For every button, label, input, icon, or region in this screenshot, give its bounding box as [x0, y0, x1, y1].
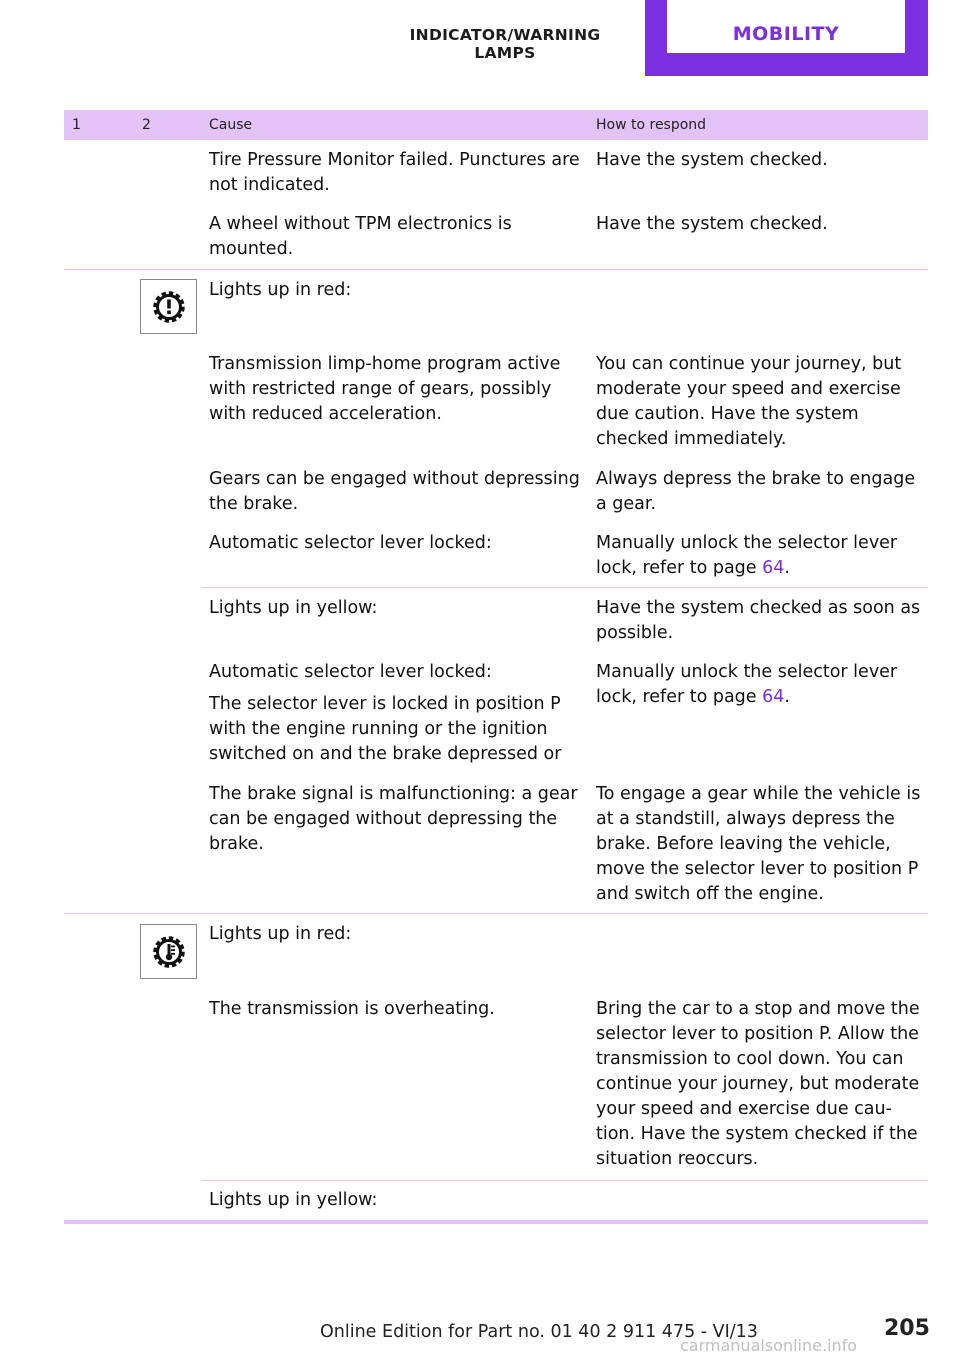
chapter-tab-label: MOBILITY	[667, 0, 905, 53]
response-prefix: Manually unlock the selector lever lock, refer to page	[596, 662, 898, 707]
column-header-how-to-respond: How to respond	[596, 117, 707, 133]
watermark: carmanualsonline.info	[680, 1336, 858, 1355]
cause-text: Transmission limp-home program active with restricted range of gears, possibly with reduced acceleration.	[209, 354, 561, 424]
status-red-text: Lights up in red:	[209, 924, 352, 944]
response-suffix: .	[784, 687, 790, 707]
row-divider	[64, 913, 928, 914]
cause-text: The brake signal is malfunctioning: a gear can be engaged without depressing the brake.	[209, 784, 578, 854]
response-text	[596, 660, 922, 710]
table-bottom-border	[64, 1220, 928, 1224]
cause-text: Automatic selector lever locked:	[209, 533, 492, 553]
row-divider	[202, 1180, 928, 1181]
cause-text: Tire Pressure Monitor failed. Punctures are not indicated.	[209, 150, 580, 195]
cause-detail-text: The selector lever is locked in position P with the engine running or the ignition switched on and the brake depressed or	[209, 694, 562, 764]
table-header	[64, 110, 928, 140]
section-title: INDICATOR/WARNING LAMPS	[409, 26, 601, 62]
column-header-2: 2	[142, 117, 151, 133]
column-header-cause: Cause	[209, 117, 253, 133]
page-number: 205	[884, 1316, 930, 1341]
response-text: Bring the car to a stop and move the selector lever to position P. Allow the transmission to cool down. You can continue your journey, but moderate your speed and exercise due cau- tion. Have the system checked if the situation reoccurs.	[596, 999, 920, 1169]
response-prefix: Manually unlock the selector lever lock, refer to page	[596, 533, 898, 578]
response-text	[596, 531, 922, 581]
page-link[interactable]: 64	[762, 687, 785, 707]
response-text: Have the system checked as soon as possible.	[596, 598, 921, 643]
response-text: To engage a gear while the vehicle is at a standstill, always depress the brake. Before leaving the vehicle, move the selector lever to position P and switch off the engine.	[596, 784, 921, 904]
response-text: Have the system checked.	[596, 214, 828, 234]
chapter-tab[interactable]	[645, 0, 928, 76]
edition-footer: Online Edition for Part no. 01 40 2 911 475 - VI/13	[320, 1322, 758, 1342]
cause-text: A wheel without TPM electronics is mounted.	[209, 214, 512, 259]
response-text: You can continue your journey, but moderate your speed and exercise due caution. Have the system checked immediately.	[596, 354, 902, 449]
cause-text: Gears can be engaged without depressing the brake.	[209, 469, 580, 514]
response-text: Always depress the brake to engage a gear.	[596, 469, 916, 514]
row-divider	[64, 269, 928, 270]
status-yellow-text: Lights up in yellow:	[209, 598, 378, 618]
response-suffix: .	[784, 558, 790, 578]
cause-text: The transmission is overheating.	[209, 999, 495, 1019]
column-header-1: 1	[72, 117, 81, 133]
status-red-text: Lights up in red:	[209, 280, 352, 300]
page-link[interactable]: 64	[762, 558, 785, 578]
cause-text: Automatic selector lever locked:	[209, 662, 492, 682]
response-text: Have the system checked.	[596, 150, 828, 170]
status-yellow-text: Lights up in yellow:	[209, 1190, 378, 1210]
row-divider	[202, 587, 928, 588]
transmission-malfunction-icon	[140, 279, 197, 334]
transmission-temperature-icon	[140, 924, 197, 979]
